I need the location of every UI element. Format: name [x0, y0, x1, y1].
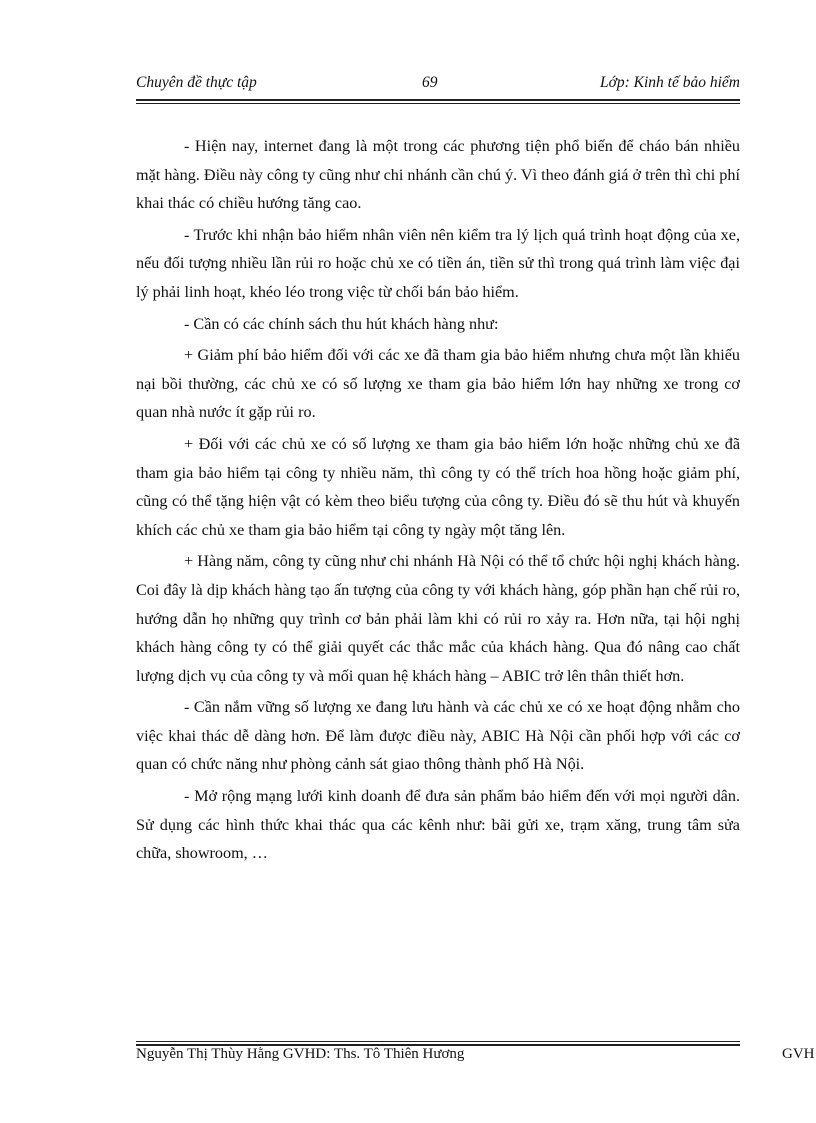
footer-rule-thin — [136, 1041, 740, 1042]
header-title: Chuyên đề thực tập — [136, 74, 257, 91]
paragraph-3: - Cần có các chính sách thu hút khách hàng như: — [184, 314, 499, 333]
footer-cut-text: GVH — [782, 1046, 815, 1062]
page-header — [136, 74, 740, 96]
paragraph-7: - Cần nắm vững số lượng xe đang lưu hành và các chủ xe có xe hoạt động nhằm cho việc khai thác dễ dàng hơn. Để làm được điều này, ABIC Hà Nội cần phối hợp với các cơ quan có chức năng như phòng cảnh sát giao thông thành phố Hà Nội. — [136, 698, 740, 774]
header-class: Lớp: Kinh tế bảo hiểm — [599, 74, 740, 91]
paragraph-8: - Mở rộng mạng lưới kinh doanh để đưa sản phẩm bảo hiểm đến với mọi người dân. Sử dụng các hình thức khai thác qua các kênh như: bãi gửi xe, trạm xăng, trung tâm sửa chữa, showroom, … — [136, 787, 740, 863]
page-number: 69 — [422, 74, 438, 91]
header-rule-thin — [136, 103, 740, 104]
paragraph-5: + Đối với các chủ xe có số lượng xe tham gia bảo hiểm lớn hoặc những chủ xe đã tham gia bảo hiểm tại công ty nhiều năm, thì công ty có thể trích hoa hồng hoặc giảm phí, cũng có thể tặng hiện vật có kèm theo biểu tượng của công ty. Điều đó sẽ thu hút và khuyến khích các chủ xe tham gia bảo hiểm tại công ty ngày một tăng lên. — [136, 434, 740, 539]
paragraph-1: - Hiện nay, internet đang là một trong các phương tiện phổ biến để cháo bán nhiều mặt hàng. Điều này công ty cũng như chi nhánh cần chú ý. Vì theo đánh giá ở trên thì chi phí khai thác có chiều hướng tăng cao. — [136, 137, 740, 213]
footer-author: Nguyễn Thị Thùy Hằng GVHD: Ths. Tô Thiên Hương — [136, 1046, 465, 1062]
paragraph-6: + Hàng năm, công ty cũng như chi nhánh Hà Nội có thể tổ chức hội nghị khách hàng. Coi đây là dịp khách hàng tạo ấn tượng của công ty với khách hàng, góp phần hạn chế rủi ro, hướng dẫn họ những quy trình cơ bản phải làm khi có rủi ro xảy ra. Hơn nữa, tại hội nghị khách hàng công ty có thể giải quyết các thắc mắc của khách hàng. Qua đó nâng cao chất lượng dịch vụ của công ty và mối quan hệ khách hàng – ABIC trở lên thân thiết hơn. — [136, 552, 740, 685]
paragraph-2: - Trước khi nhận bảo hiểm nhân viên nên kiểm tra lý lịch quá trình hoạt động của xe, nếu đối tượng nhiều lần rủi ro hoặc chủ xe có tiền án, tiền sử thì trong quá trình làm việc đại lý phải linh hoạt, khéo léo trong việc từ chối bán bảo hiểm. — [136, 225, 740, 301]
paragraph-4: + Giảm phí bảo hiểm đối với các xe đã tham gia bảo hiểm nhưng chưa một lần khiếu nại bồi thường, các chủ xe có số lượng xe tham gia bảo hiểm lớn hay những xe trong cơ quan nhà nước ít gặp rủi ro. — [136, 346, 740, 422]
header-rule-thick — [136, 99, 740, 101]
page-body — [136, 132, 740, 871]
